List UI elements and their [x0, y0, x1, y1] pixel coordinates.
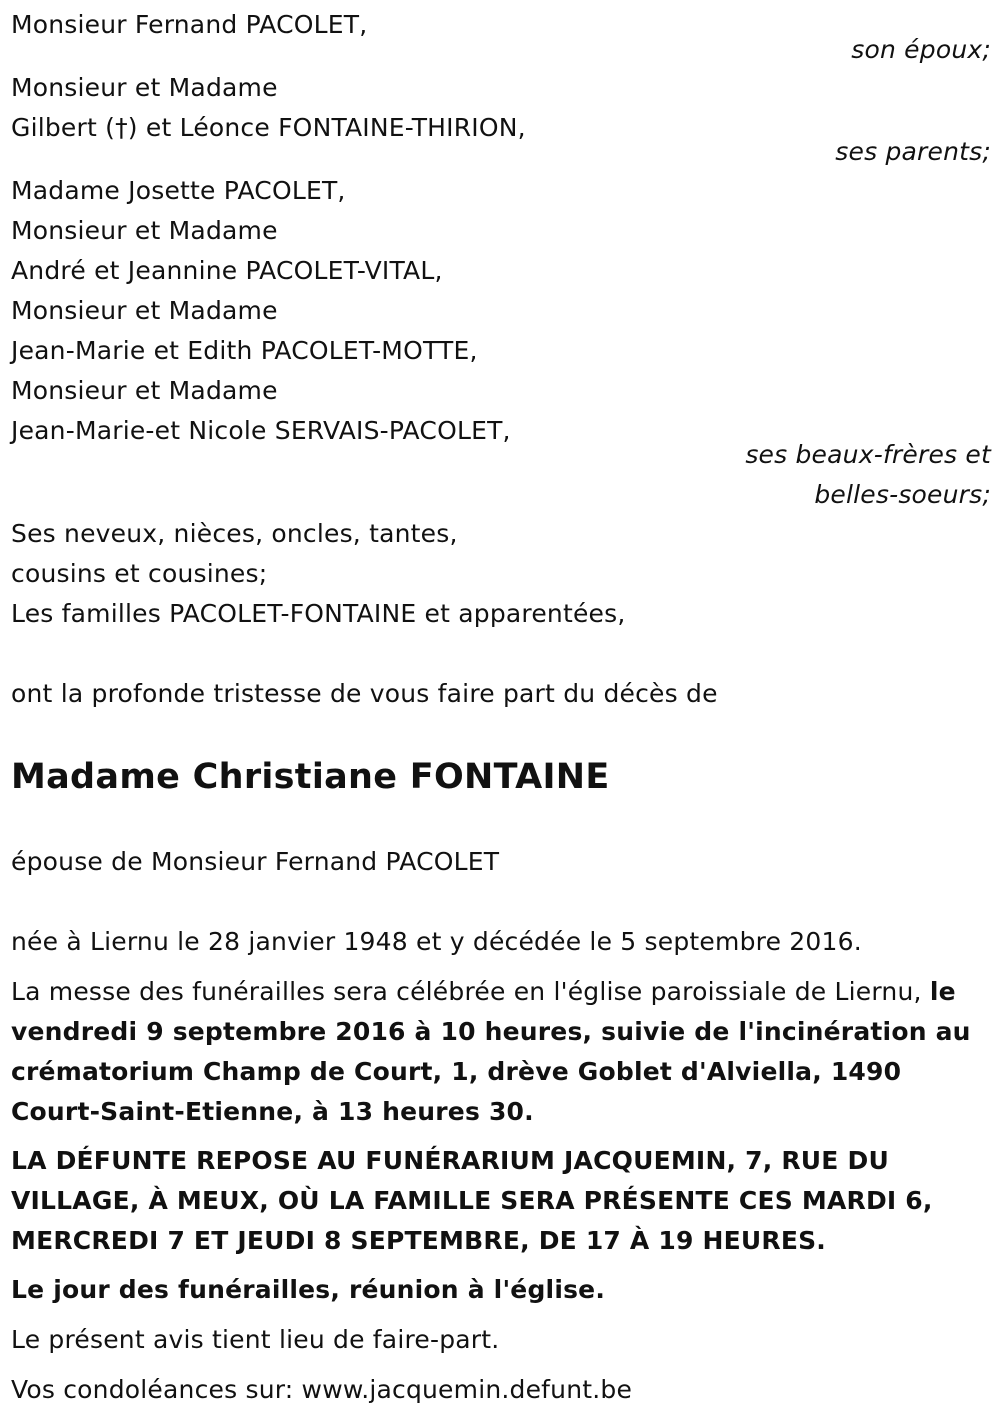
spouse-name: Monsieur Fernand PACOLET,	[11, 10, 368, 39]
spouse-role: son époux;	[851, 35, 991, 64]
birth-death-text: née à Liernu le 28 janvier 1948 et y décédée le 5 septembre 2016.	[11, 927, 862, 956]
inlaw-line: Monsieur et Madame	[11, 216, 278, 245]
inlaws-role-line-1: ses beaux-frères et	[745, 440, 991, 469]
inlaw-line: Jean-Marie et Edith PACOLET-MOTTE,	[11, 336, 478, 365]
mass-intro-text: La messe des funérailles sera célébrée en l'église paroissiale de Liernu,	[11, 977, 930, 1006]
funeral-mass-paragraph	[11, 972, 971, 1132]
announcement-text: ont la profonde tristesse de vous faire part du décès de	[11, 679, 718, 708]
inlaw-line: Madame Josette PACOLET,	[11, 176, 346, 205]
relatives-line: cousins et cousines;	[11, 559, 268, 588]
notice-text: Le présent avis tient lieu de faire-part.	[11, 1325, 500, 1354]
inlaw-line: Monsieur et Madame	[11, 296, 278, 325]
parents-line-2: Gilbert (†) et Léonce FONTAINE-THIRION,	[11, 113, 526, 142]
inlaws-role-line-2: belles-soeurs;	[814, 480, 991, 509]
meeting-text: Le jour des funérailles, réunion à l'église.	[11, 1275, 606, 1304]
inlaw-line: André et Jeannine PACOLET-VITAL,	[11, 256, 443, 285]
spouse-of-text: épouse de Monsieur Fernand PACOLET	[11, 847, 500, 876]
mass-details-text: le vendredi 9 septembre 2016 à 10 heures, suivie de l'incinération au crématorium Champ de Court, 1, drève Goblet d'Alviella, 1490 Court-Saint-Etienne, à 13 heures 30.	[11, 977, 971, 1126]
inlaw-line: Jean-Marie-et Nicole SERVAIS-PACOLET,	[11, 416, 511, 445]
inlaw-line: Monsieur et Madame	[11, 376, 278, 405]
relatives-line: Ses neveux, nièces, oncles, tantes,	[11, 519, 458, 548]
parents-role: ses parents;	[835, 137, 991, 166]
visitation-paragraph: LA DÉFUNTE REPOSE AU FUNÉRARIUM JACQUEMIN, 7, RUE DU VILLAGE, À MEUX, OÙ LA FAMILLE SERA PRÉSENTE CES MARDI 6, MERCREDI 7 ET JEUDI 8 SEPTEMBRE, DE 17 À 19 HEURES.	[11, 1146, 933, 1255]
parents-line-1: Monsieur et Madame	[11, 73, 278, 102]
deceased-name: Madame Christiane FONTAINE	[11, 757, 610, 797]
condolences-text: Vos condoléances sur: www.jacquemin.defunt.be	[11, 1375, 633, 1404]
relatives-line: Les familles PACOLET-FONTAINE et apparentées,	[11, 599, 626, 628]
